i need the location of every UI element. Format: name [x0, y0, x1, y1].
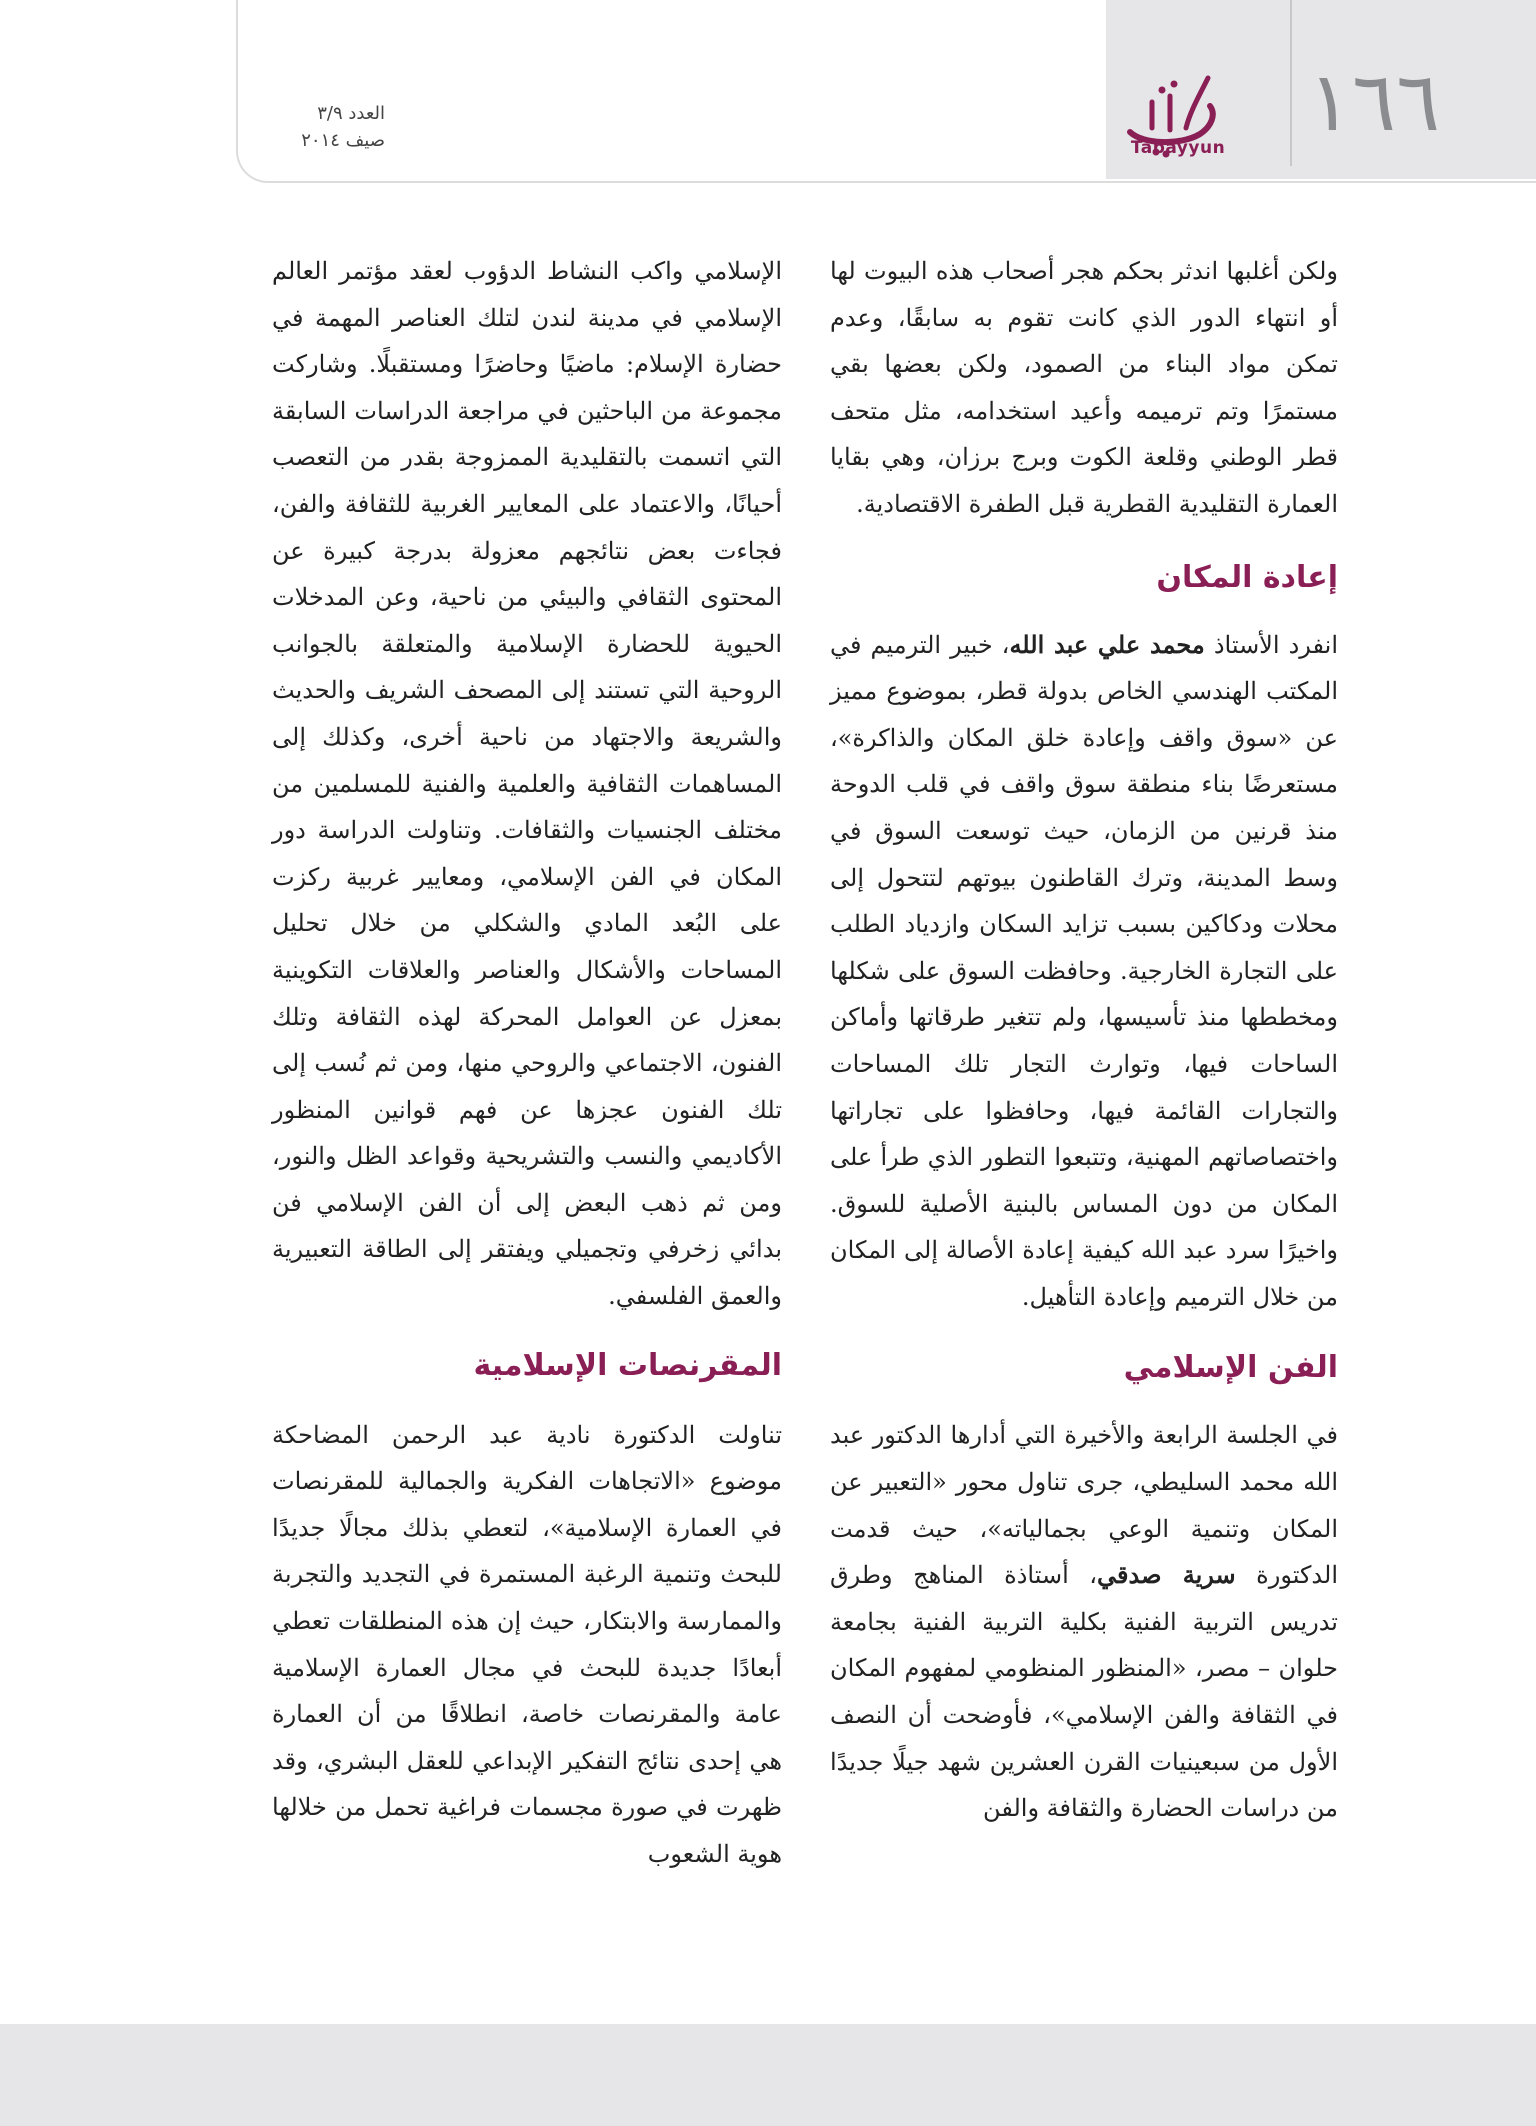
- issue-number: العدد ٣/٩: [317, 103, 385, 124]
- person-name: محمد علي عبد الله: [1009, 629, 1205, 659]
- paragraph: الإسلامي واكب النشاط الدؤوب لعقد مؤتمر العالم الإسلامي في مدينة لندن لتلك العناصر المهمة في حضارة الإسلام: ماضيًا وحاضرًا ومستقبلًا. وشاركت مجموعة من الباحثين في مراجعة الدراسات السابقة التي اتسمت بالتقليدية الممزوجة بقدر من التعصب أحيانًا، والاعتماد على المعايير الغربية للثقافة والفن، فجاءت بعض نتائجهم معزولة بدرجة كبيرة عن المحتوى الثقافي والبيئي من ناحية، وعن المدخلات الحيوية للحضارة الإسلامية والمتعلقة بالجوانب الروحية التي تستند إلى المصحف الشريف والحديث والشريعة والاجتهاد من ناحية أخرى، وكذلك إلى المساهمات الثقافية والعلمية والفنية للمسلمين من مختلف الجنسيات والثقافات. وتناولت الدراسة دور المكان في الفن الإسلامي، ومعايير غربية ركزت على البُعد المادي والشكلي من خلال تحليل المساحات والأشكال والعناصر والعلاقات التكوينية بمعزل عن العوامل المحركة لهذه الثقافة وتلك الفنون، الاجتماعي والروحي منها، ومن ثم نُسب إلى تلك الفنون عجزها عن فهم قوانين المنظور الأكاديمي والنسب والتشريحية وقواعد الظل والنور، ومن ثم ذهب البعض إلى أن الفن الإسلامي فن بدائي زخرفي وتجميلي ويفتقر إلى الطاقة التعبيرية والعمق الفلسفي.: [272, 257, 782, 1311]
- section-heading: المقرنصات الإسلامية: [473, 1347, 782, 1383]
- section-heading: الفن الإسلامي: [1123, 1350, 1338, 1386]
- article-column-left: [272, 248, 782, 1878]
- paragraph: في الجلسة الرابعة والأخيرة التي أدارها الدكتور عبد الله محمد السليطي، جرى تناول محور «التعبير عن المكان وتنمية الوعي بجمالياته»، حيث قدمت الدكتورة سرية صدقي، أستاذة المناهج وطرق تدريس التربية الفنية بكلية التربية الفنية بجامعة حلوان – مصر، «المنظور المنظومي لمفهوم المكان في الثقافة والفن الإسلامي»، فأوضحت أن النصف الأول من سبعينيات القرن العشرين شهد جيلًا جديدًا من دراسات الحضارة والثقافة والفن: [830, 1421, 1338, 1823]
- paragraph: انفرد الأستاذ محمد علي عبد الله، خبير الترميم في المكتب الهندسي الخاص بدولة قطر، بموضوع مميز عن «سوق واقف وإعادة خلق المكان والذاكرة»، مستعرضًا بناء منطقة سوق واقف في قلب الدوحة منذ قرنين من الزمان، حيث توسعت السوق في وسط المدينة، وترك القاطنون بيوتهم لتتحول إلى محلات ودكاكين بسبب تزايد السكان وازدياد الطلب على التجارة الخارجية. وحافظت السوق على شكلها ومخططها منذ تأسيسها، ولم تتغير طرقاتها وأماكن الساحات فيها، وتوارث التجار تلك المساحات والتجارات القائمة فيها، وحافظوا على تجاراتها واختصاصاتهم المهنية، وتتبعوا التطور الذي طرأ على المكان من دون المساس بالبنية الأصلية للسوق. واخيرًا سرد عبد الله كيفية إعادة الأصالة إلى المكان من خلال الترميم وإعادة التأهيل.: [830, 629, 1338, 1311]
- section-heading: إعادة المكان: [1156, 559, 1338, 595]
- paragraph: ولكن أغلبها اندثر بحكم هجر أصحاب هذه البيوت لها أو انتهاء الدور الذي كانت تقوم به سابقًا، وعدم تمكن مواد البناء من الصمود، ولكن بعضها بقي مستمرًا وتم ترميمه وأعيد استخدامه، مثل متحف قطر الوطني وقلعة الكوت وبرج برزان، وهي بقايا العمارة التقليدية القطرية قبل الطفرة الاقتصادية.: [830, 257, 1338, 518]
- logo-latin-text: Tabayyun: [1130, 138, 1226, 158]
- footer-band: [0, 2024, 1536, 2126]
- issue-info: [255, 100, 385, 154]
- paragraph: تناولت الدكتورة نادية عبد الرحمن المضاحكة موضوع «الاتجاهات الفكرية والجمالية للمقرنصات في العمارة الإسلامية»، لتعطي بذلك مجالًا جديدًا للبحث وتنمية الرغبة المستمرة في التجديد والتجربة والممارسة والابتكار، حيث إن هذه المنطلقات تعطي أبعادًا جديدة للبحث في مجال العمارة الإسلامية عامة والمقرنصات خاصة، انطلاقًا من أن العمارة هي إحدى نتائج التفكير الإبداعي للعقل البشري، وقد ظهرت في صورة مجسمات فراغية تحمل من خلالها هوية الشعوب: [272, 1420, 782, 1868]
- article-column-right: [830, 248, 1338, 1832]
- page-number: ١٦٦: [1308, 55, 1441, 150]
- issue-season: صيف ٢٠١٤: [301, 130, 385, 151]
- person-name: سرية صدقي: [1097, 1560, 1236, 1590]
- header-divider: [1290, 0, 1292, 166]
